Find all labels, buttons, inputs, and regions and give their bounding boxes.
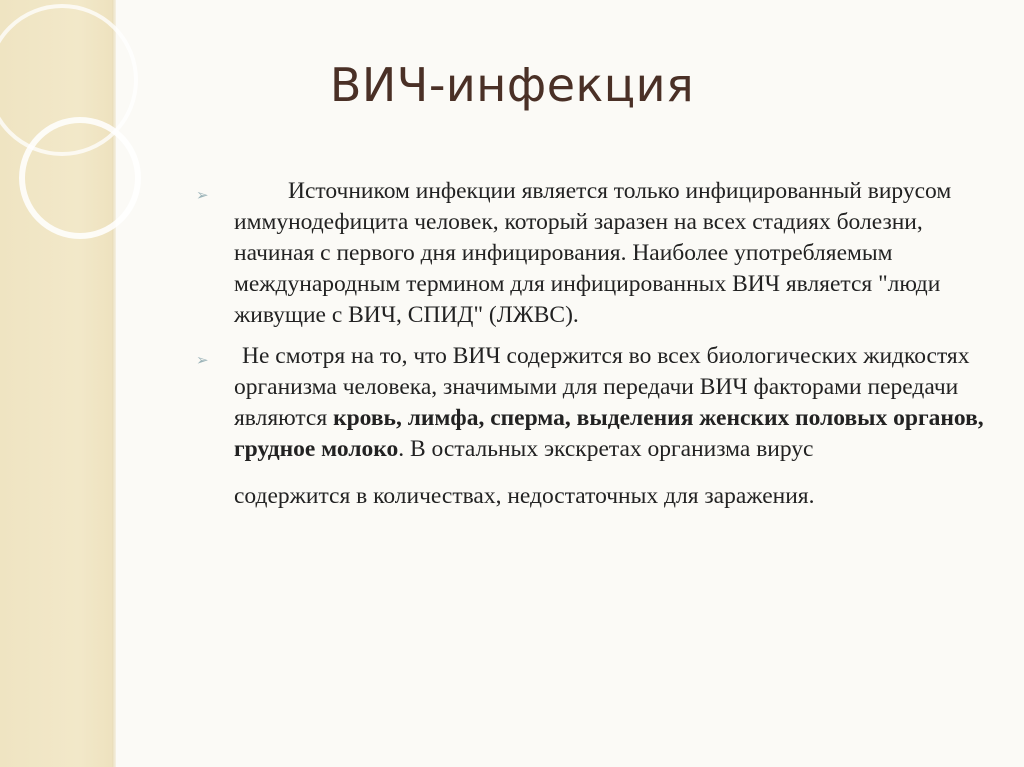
- slide-body: [196, 176, 986, 512]
- arrow-bullet-icon: ➢: [196, 186, 209, 204]
- bullet-2-text-end: . В остальных экскретах организма вирус: [398, 436, 814, 462]
- decorative-ring-small: [22, 120, 138, 236]
- arrow-bullet-icon: ➢: [196, 351, 209, 369]
- bullet-item-2: [196, 341, 986, 512]
- bullet-2-bold-text: кровь, лимфа, сперма, выделения женских половых органов, грудное молоко: [234, 405, 984, 462]
- slide-title: ВИЧ-инфекция: [329, 58, 695, 112]
- bullet-item-1: [196, 176, 986, 331]
- bullet-1-text: Источником инфекции является только инфицированный вирусом иммунодефицита человек, который заразен на всех стадиях болезни, начиная с первого дня инфицирования. Наиболее употребляемым международным термином для инфицированных ВИЧ является "люди живущие с ВИЧ, СПИД" (ЛЖВС).: [234, 178, 952, 328]
- bullet-2-text-last: содержится в количествах, недостаточных для заражения.: [234, 483, 815, 509]
- bullet-2-text-start: Не смотря на то, что ВИЧ содержится во всех биологических жидкостях организма человека, значимыми для передачи ВИЧ факторами передачи являются: [234, 343, 970, 431]
- decorative-circles: [0, 0, 160, 767]
